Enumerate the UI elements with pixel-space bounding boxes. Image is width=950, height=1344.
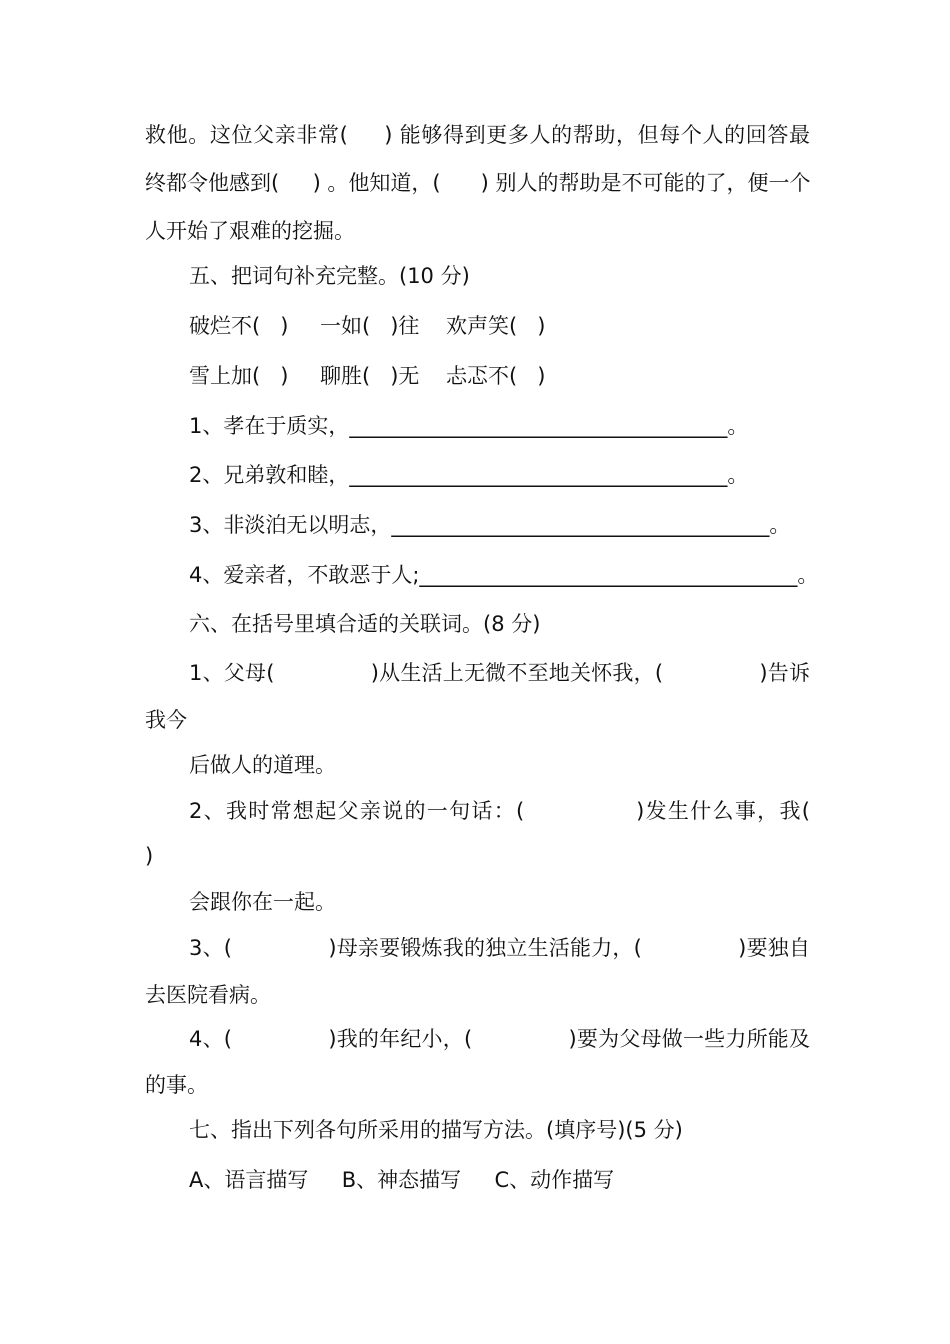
fill-item-3: 3、非淡泊无以明志，____________________________________。 — [189, 513, 791, 537]
section-5-title: 五、把词句补充完整。(10 分) — [189, 264, 470, 288]
fill-item-1: 1、孝在于质实，____________________________________。 — [189, 414, 749, 438]
section-7-title: 七、指出下列各句所采用的描写方法。(填序号)(5 分) — [189, 1118, 683, 1142]
idiom-blank: 破烂不( ) — [189, 314, 289, 338]
q1-line-1: 1、父母( )从生活上无微不至地关怀我，( )告诉 — [189, 661, 810, 685]
fill-item-4: 4、爱亲者，不敢恶于人;____________________________________。 — [189, 563, 819, 587]
section-7-options: A、语言描写 B、神态描写 C、动作描写 — [189, 1168, 615, 1192]
idiom-blank: 一如( )往 — [320, 314, 420, 338]
q4-line-2: 的事。 — [145, 1073, 208, 1097]
fill-item-2: 2、兄弟敦和睦，____________________________________。 — [189, 463, 749, 487]
idiom-blank: 忐忑不( ) — [446, 364, 546, 388]
q2-line-2: ) — [145, 844, 154, 868]
q3-line-1: 3、( )母亲要锻炼我的独立生活能力，( )要独自 — [189, 936, 810, 960]
idiom-blank: 欢声笑( ) — [446, 314, 546, 338]
section-6-title: 六、在括号里填合适的关联词。(8 分) — [189, 612, 541, 636]
q3-line-2: 去医院看病。 — [145, 983, 271, 1007]
passage-line-1: 救他。这位父亲非常( ) 能够得到更多人的帮助，但每个人的回答最 — [145, 123, 810, 147]
idiom-blank: 雪上加( ) — [189, 364, 289, 388]
q2-line-3: 会跟你在一起。 — [189, 890, 336, 914]
q4-line-1: 4、( )我的年纪小，( )要为父母做一些力所能及 — [189, 1027, 810, 1051]
q1-line-3: 后做人的道理。 — [189, 753, 336, 777]
passage-line-3: 人开始了艰难的挖掘。 — [145, 219, 355, 243]
q1-line-2: 我今 — [145, 708, 187, 732]
idiom-blank: 聊胜( )无 — [320, 364, 420, 388]
passage-line-2: 终都令他感到( ) 。他知道，( ) 别人的帮助是不可能的了，便一个 — [145, 171, 811, 195]
q2-line-1: 2、我时常想起父亲说的一句话：( )发生什么事，我( — [189, 799, 810, 823]
